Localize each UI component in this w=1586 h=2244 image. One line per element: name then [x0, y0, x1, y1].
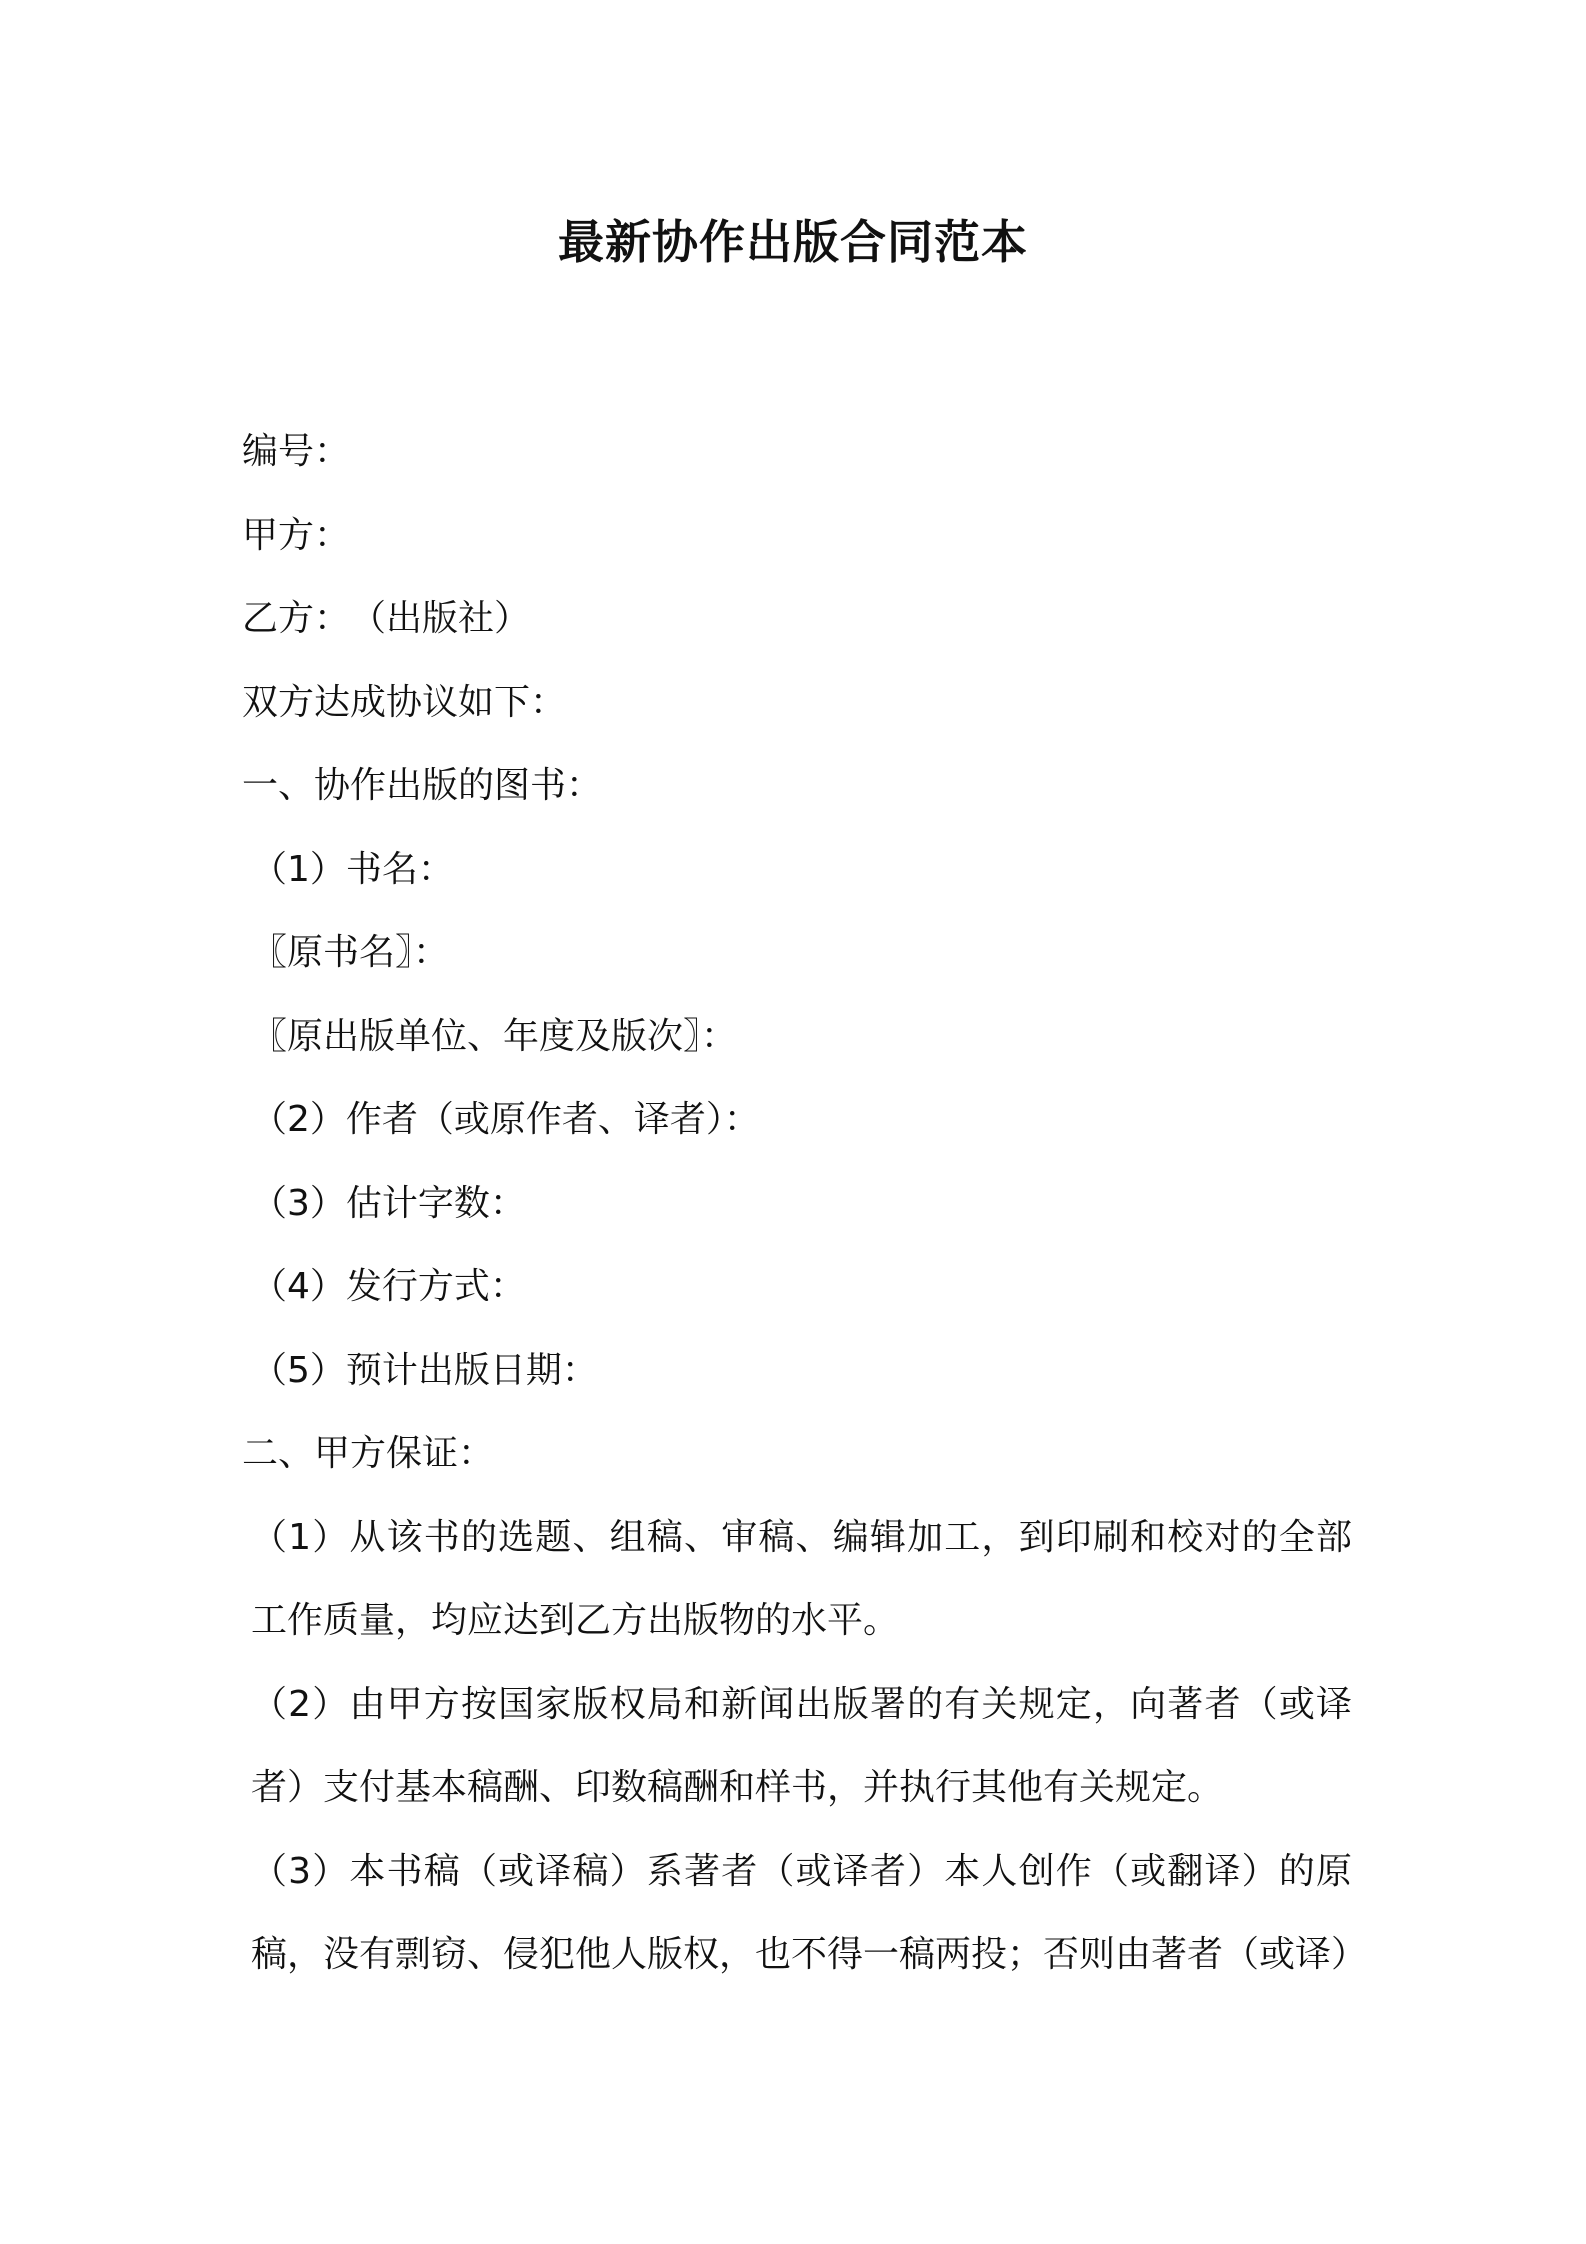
contract-number-line: 编号：: [242, 431, 351, 472]
document-body: [242, 410, 1368, 1997]
party-a-line: 甲方：: [242, 514, 351, 556]
document-title: 最新协作出版合同范本: [558, 215, 1028, 269]
publish-date-line: （5）预计出版日期：: [251, 1349, 598, 1391]
book-title-line: （1）书名：: [251, 848, 454, 890]
party-b-line: 乙方： （出版社）: [242, 598, 531, 639]
section-1-heading: 一、协作出版的图书：: [242, 765, 603, 806]
guarantee-paragraph-1: （1）从该书的选题、组稿、审稿、编辑加工，到印刷和校对的全部工作质量，均应达到乙方出版物的水平。: [251, 1516, 1352, 1641]
guarantee-paragraph-2: （2）由甲方按国家版权局和新闻出版署的有关规定，向著者（或译者）支付基本稿酬、印数稿酬和样书，并执行其他有关规定。: [251, 1683, 1352, 1808]
section-2-heading: 二、甲方保证：: [242, 1433, 495, 1474]
distribution-line: （4）发行方式：: [251, 1266, 526, 1307]
original-title-line: 〖原书名〗：: [251, 932, 450, 973]
original-publisher-line: 〖原出版单位、年度及版次〗：: [251, 1015, 738, 1057]
author-line: （2）作者（或原作者、译者）：: [251, 1099, 760, 1140]
word-count-line: （3）估计字数：: [251, 1182, 526, 1224]
guarantee-paragraph-3: （3）本书稿（或译稿）系著者（或译者）本人创作（或翻译）的原稿，没有剽窃、侵犯他人版权，也不得一稿两投；否则由著者（或译）: [251, 1850, 1368, 1975]
agreement-intro-line: 双方达成协议如下：: [242, 681, 567, 723]
